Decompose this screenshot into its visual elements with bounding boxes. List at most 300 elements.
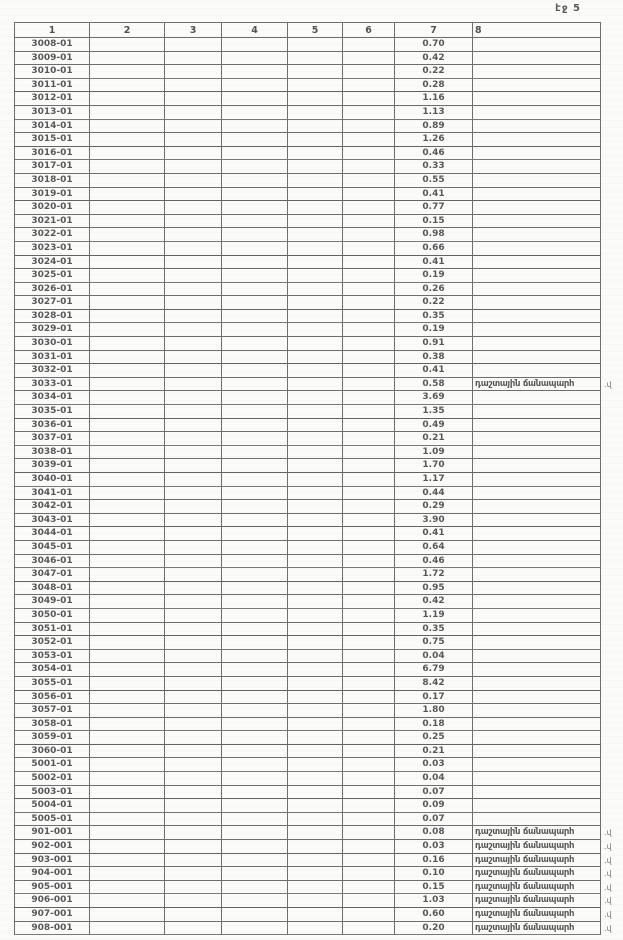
annotation-mark <box>601 269 623 283</box>
empty-cell <box>343 854 395 868</box>
empty-cell <box>288 38 343 52</box>
empty-cell <box>222 92 288 106</box>
empty-cell <box>288 473 343 487</box>
table-row <box>15 650 601 664</box>
annotation-mark <box>601 772 623 786</box>
empty-cell <box>288 718 343 732</box>
annotation-mark <box>601 65 623 79</box>
annotation-mark <box>601 364 623 378</box>
empty-cell <box>165 894 222 908</box>
row-code-cell: 3051-01 <box>15 623 90 637</box>
empty-cell <box>288 772 343 786</box>
table-row <box>15 813 601 827</box>
row-code-cell: 3047-01 <box>15 568 90 582</box>
empty-cell <box>343 541 395 555</box>
annotation-mark <box>601 242 623 256</box>
value-cell: 0.46 <box>395 147 473 161</box>
empty-cell <box>90 215 165 229</box>
empty-cell <box>222 269 288 283</box>
empty-cell <box>343 500 395 514</box>
row-code-cell: 3055-01 <box>15 677 90 691</box>
row-code-cell: 5002-01 <box>15 772 90 786</box>
empty-cell <box>343 405 395 419</box>
table-row <box>15 92 601 106</box>
note-cell <box>473 419 601 433</box>
empty-cell <box>165 527 222 541</box>
row-code-cell: 3014-01 <box>15 120 90 134</box>
table-row <box>15 38 601 52</box>
empty-cell <box>288 79 343 93</box>
row-code-cell: 3060-01 <box>15 745 90 759</box>
table-row <box>15 894 612 908</box>
table-row <box>15 582 601 596</box>
empty-cell <box>165 786 222 800</box>
empty-cell <box>222 609 288 623</box>
empty-cell <box>90 786 165 800</box>
value-cell: 0.89 <box>395 120 473 134</box>
row-code-cell: 907-001 <box>15 908 90 922</box>
empty-cell <box>288 555 343 569</box>
empty-cell <box>343 419 395 433</box>
empty-cell <box>343 432 395 446</box>
empty-cell <box>343 867 395 881</box>
empty-cell <box>222 867 288 881</box>
row-code-cell: 3022-01 <box>15 228 90 242</box>
empty-cell <box>165 582 222 596</box>
annotation-mark <box>601 487 623 501</box>
empty-cell <box>222 799 288 813</box>
note-cell <box>473 201 601 215</box>
table-row <box>15 854 612 868</box>
value-cell: 0.44 <box>395 487 473 501</box>
value-cell: 0.03 <box>395 758 473 772</box>
empty-cell <box>165 772 222 786</box>
annotation-mark <box>601 623 623 637</box>
empty-cell <box>90 758 165 772</box>
empty-cell <box>90 92 165 106</box>
annotation-mark <box>601 391 623 405</box>
empty-cell <box>90 636 165 650</box>
value-cell: 0.58 <box>395 378 473 392</box>
empty-cell <box>222 500 288 514</box>
empty-cell <box>343 38 395 52</box>
empty-cell <box>343 595 395 609</box>
row-code-cell: 3058-01 <box>15 718 90 732</box>
empty-cell <box>90 188 165 202</box>
value-cell: 0.95 <box>395 582 473 596</box>
row-code-cell: 3011-01 <box>15 79 90 93</box>
value-cell: 0.19 <box>395 269 473 283</box>
empty-cell <box>90 296 165 310</box>
empty-cell <box>90 541 165 555</box>
empty-cell <box>288 609 343 623</box>
annotation-mark <box>601 419 623 433</box>
empty-cell <box>343 568 395 582</box>
empty-cell <box>343 527 395 541</box>
annotation-mark <box>601 541 623 555</box>
table-row <box>15 922 612 936</box>
empty-cell <box>288 881 343 895</box>
empty-cell <box>165 609 222 623</box>
note-cell <box>473 323 601 337</box>
value-cell: 8.42 <box>395 677 473 691</box>
empty-cell <box>343 609 395 623</box>
empty-cell <box>343 351 395 365</box>
empty-cell <box>165 419 222 433</box>
annotation-mark <box>601 106 623 120</box>
row-code-cell: 3032-01 <box>15 364 90 378</box>
empty-cell <box>90 256 165 270</box>
column-header: 4 <box>222 23 288 38</box>
empty-cell <box>90 269 165 283</box>
empty-cell <box>165 391 222 405</box>
note-cell <box>473 79 601 93</box>
empty-cell <box>288 894 343 908</box>
note-cell <box>473 487 601 501</box>
table-row <box>15 745 601 759</box>
empty-cell <box>343 459 395 473</box>
empty-cell <box>288 188 343 202</box>
annotation-mark <box>601 799 623 813</box>
annotation-mark: .վ <box>604 869 612 879</box>
row-code-cell: 3028-01 <box>15 310 90 324</box>
empty-cell <box>165 133 222 147</box>
empty-cell <box>222 52 288 66</box>
value-cell: 0.08 <box>395 826 473 840</box>
row-code-cell: 3008-01 <box>15 38 90 52</box>
annotation-mark <box>601 473 623 487</box>
empty-cell <box>165 378 222 392</box>
empty-cell <box>343 52 395 66</box>
empty-cell <box>343 337 395 351</box>
empty-cell <box>288 432 343 446</box>
note-cell: դաշտային ճանապարհ <box>473 854 601 868</box>
note-cell: դաշտային ճանապարհ <box>473 922 601 936</box>
empty-cell <box>288 391 343 405</box>
note-cell: դաշտային ճանապարհ <box>473 908 601 922</box>
annotation-mark <box>601 718 623 732</box>
table-row <box>15 459 601 473</box>
empty-cell <box>90 351 165 365</box>
note-cell <box>473 337 601 351</box>
empty-cell <box>90 595 165 609</box>
empty-cell <box>222 120 288 134</box>
value-cell: 0.42 <box>395 52 473 66</box>
value-cell: 0.35 <box>395 310 473 324</box>
table-row <box>15 595 601 609</box>
annotation-mark <box>601 758 623 772</box>
empty-cell <box>343 242 395 256</box>
empty-cell <box>165 459 222 473</box>
table-row <box>15 419 601 433</box>
empty-cell <box>90 364 165 378</box>
table-row <box>15 704 601 718</box>
empty-cell <box>222 731 288 745</box>
empty-cell <box>90 527 165 541</box>
row-code-cell: 903-001 <box>15 854 90 868</box>
empty-cell <box>90 826 165 840</box>
annotation-mark <box>601 228 623 242</box>
empty-cell <box>288 106 343 120</box>
empty-cell <box>90 663 165 677</box>
empty-cell <box>288 813 343 827</box>
note-cell: դաշտային ճանապարհ <box>473 378 601 392</box>
empty-cell <box>90 867 165 881</box>
empty-cell <box>90 745 165 759</box>
value-cell: 0.09 <box>395 799 473 813</box>
row-code-cell: 3023-01 <box>15 242 90 256</box>
row-code-cell: 901-001 <box>15 826 90 840</box>
row-code-cell: 3048-01 <box>15 582 90 596</box>
value-cell: 0.07 <box>395 786 473 800</box>
annotation-mark <box>601 745 623 759</box>
empty-cell <box>165 106 222 120</box>
value-cell: 3.69 <box>395 391 473 405</box>
empty-cell <box>90 514 165 528</box>
empty-cell <box>222 160 288 174</box>
empty-cell <box>222 487 288 501</box>
note-cell <box>473 242 601 256</box>
table-row <box>15 188 601 202</box>
empty-cell <box>288 758 343 772</box>
annotation-mark <box>601 201 623 215</box>
empty-cell <box>222 555 288 569</box>
empty-cell <box>343 650 395 664</box>
table-row <box>15 446 601 460</box>
table-row <box>15 663 601 677</box>
row-code-cell: 3017-01 <box>15 160 90 174</box>
empty-cell <box>343 391 395 405</box>
value-cell: 0.98 <box>395 228 473 242</box>
row-code-cell: 3034-01 <box>15 391 90 405</box>
note-cell <box>473 595 601 609</box>
empty-cell <box>222 595 288 609</box>
value-cell: 1.26 <box>395 133 473 147</box>
empty-cell <box>165 283 222 297</box>
annotation-mark <box>601 120 623 134</box>
empty-cell <box>165 568 222 582</box>
empty-cell <box>90 65 165 79</box>
table-row <box>15 391 601 405</box>
empty-cell <box>222 446 288 460</box>
empty-cell <box>90 378 165 392</box>
table-row <box>15 758 601 772</box>
empty-cell <box>90 500 165 514</box>
empty-cell <box>222 419 288 433</box>
value-cell: 0.16 <box>395 854 473 868</box>
note-cell: դաշտային ճանապարհ <box>473 881 601 895</box>
value-cell: 0.55 <box>395 174 473 188</box>
empty-cell <box>288 147 343 161</box>
empty-cell <box>288 296 343 310</box>
empty-cell <box>343 663 395 677</box>
empty-cell <box>343 555 395 569</box>
empty-cell <box>222 650 288 664</box>
annotation-mark <box>601 133 623 147</box>
empty-cell <box>343 799 395 813</box>
value-cell: 0.15 <box>395 881 473 895</box>
annotation-mark <box>601 500 623 514</box>
table-row <box>15 405 601 419</box>
empty-cell <box>222 527 288 541</box>
empty-cell <box>343 256 395 270</box>
note-cell <box>473 772 601 786</box>
annotation-mark <box>601 446 623 460</box>
empty-cell <box>343 215 395 229</box>
annotation-mark <box>601 514 623 528</box>
annotation-mark <box>601 174 623 188</box>
empty-cell <box>165 854 222 868</box>
empty-cell <box>90 473 165 487</box>
table-row <box>15 691 601 705</box>
row-code-cell: 5004-01 <box>15 799 90 813</box>
table-row <box>15 79 601 93</box>
note-cell <box>473 691 601 705</box>
row-code-cell: 3053-01 <box>15 650 90 664</box>
empty-cell <box>90 160 165 174</box>
empty-cell <box>165 405 222 419</box>
empty-cell <box>165 52 222 66</box>
table-row <box>15 786 601 800</box>
value-cell: 0.41 <box>395 188 473 202</box>
note-cell <box>473 106 601 120</box>
value-cell: 0.15 <box>395 215 473 229</box>
table-row <box>15 65 601 79</box>
annotation-mark <box>601 79 623 93</box>
annotation-mark: .վ <box>604 910 612 919</box>
empty-cell <box>165 555 222 569</box>
empty-cell <box>90 405 165 419</box>
row-code-cell: 3020-01 <box>15 201 90 215</box>
table-row <box>15 106 601 120</box>
empty-cell <box>288 269 343 283</box>
empty-cell <box>90 201 165 215</box>
table-row <box>15 881 612 895</box>
row-code-cell: 902-001 <box>15 840 90 854</box>
empty-cell <box>222 174 288 188</box>
empty-cell <box>90 79 165 93</box>
empty-cell <box>165 473 222 487</box>
empty-cell <box>222 378 288 392</box>
empty-cell <box>165 38 222 52</box>
value-cell: 0.75 <box>395 636 473 650</box>
value-cell: 0.77 <box>395 201 473 215</box>
row-code-cell: 5005-01 <box>15 813 90 827</box>
note-cell <box>473 310 601 324</box>
table-row <box>15 541 601 555</box>
row-code-cell: 5001-01 <box>15 758 90 772</box>
empty-cell <box>222 391 288 405</box>
empty-cell <box>343 758 395 772</box>
value-cell: 0.21 <box>395 432 473 446</box>
empty-cell <box>90 704 165 718</box>
annotation-mark: .վ <box>604 923 612 933</box>
empty-cell <box>288 650 343 664</box>
note-cell <box>473 473 601 487</box>
empty-cell <box>222 854 288 868</box>
empty-cell <box>222 623 288 637</box>
empty-cell <box>343 908 395 922</box>
empty-cell <box>222 691 288 705</box>
value-cell: 0.49 <box>395 419 473 433</box>
empty-cell <box>288 826 343 840</box>
empty-cell <box>288 922 343 936</box>
row-code-cell: 3054-01 <box>15 663 90 677</box>
empty-cell <box>288 704 343 718</box>
empty-cell <box>90 174 165 188</box>
empty-cell <box>165 351 222 365</box>
annotation-mark <box>601 582 623 596</box>
empty-cell <box>288 120 343 134</box>
page-number: էջ 5 <box>555 3 581 14</box>
note-cell <box>473 52 601 66</box>
row-code-cell: 3021-01 <box>15 215 90 229</box>
empty-cell <box>90 391 165 405</box>
value-cell: 1.80 <box>395 704 473 718</box>
empty-cell <box>343 894 395 908</box>
empty-cell <box>288 514 343 528</box>
note-cell <box>473 745 601 759</box>
table-row <box>15 487 601 501</box>
note-cell <box>473 799 601 813</box>
empty-cell <box>222 432 288 446</box>
empty-cell <box>343 378 395 392</box>
empty-cell <box>288 228 343 242</box>
note-cell <box>473 786 601 800</box>
row-code-cell: 3033-01 <box>15 378 90 392</box>
empty-cell <box>288 854 343 868</box>
empty-cell <box>288 840 343 854</box>
empty-cell <box>222 514 288 528</box>
note-cell <box>473 527 601 541</box>
empty-cell <box>222 772 288 786</box>
empty-cell <box>222 351 288 365</box>
empty-cell <box>288 786 343 800</box>
value-cell: 0.20 <box>395 922 473 936</box>
note-cell <box>473 256 601 270</box>
empty-cell <box>288 541 343 555</box>
row-code-cell: 3026-01 <box>15 283 90 297</box>
table-row <box>15 500 601 514</box>
table-row <box>15 378 612 392</box>
empty-cell <box>90 623 165 637</box>
empty-cell <box>288 215 343 229</box>
table-row <box>15 636 601 650</box>
table-row <box>15 269 601 283</box>
empty-cell <box>343 704 395 718</box>
empty-cell <box>165 541 222 555</box>
empty-cell <box>165 432 222 446</box>
empty-cell <box>222 405 288 419</box>
annotation-mark <box>601 731 623 745</box>
empty-cell <box>288 663 343 677</box>
annotation-mark <box>601 310 623 324</box>
table-row <box>15 799 601 813</box>
annotation-mark <box>601 459 623 473</box>
empty-cell <box>90 310 165 324</box>
empty-cell <box>222 215 288 229</box>
empty-cell <box>165 623 222 637</box>
empty-cell <box>90 38 165 52</box>
note-cell <box>473 283 601 297</box>
note-cell <box>473 391 601 405</box>
empty-cell <box>165 174 222 188</box>
note-cell <box>473 514 601 528</box>
empty-cell <box>90 677 165 691</box>
empty-cell <box>343 691 395 705</box>
empty-cell <box>165 745 222 759</box>
empty-cell <box>343 160 395 174</box>
